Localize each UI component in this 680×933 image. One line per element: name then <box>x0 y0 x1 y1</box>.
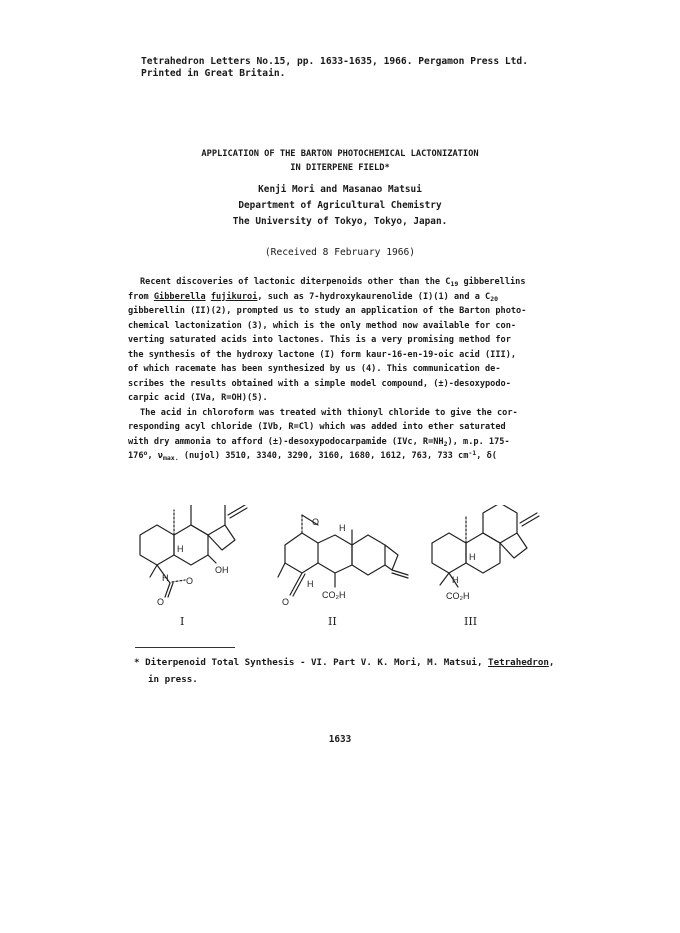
para2-line: responding acyl chloride (IVb, R=Cl) which was added into ether saturated <box>128 422 506 432</box>
hydroxyl-bond <box>208 555 216 563</box>
ring-a <box>432 533 466 573</box>
h-label: H <box>162 573 169 583</box>
compound-label-1: I <box>180 615 185 628</box>
journal-header <box>141 56 528 80</box>
compound-label-2: II <box>328 615 337 628</box>
ring-d <box>208 525 235 550</box>
subscript: 19 <box>450 280 459 288</box>
co2h-label: CO₂H <box>322 590 346 600</box>
ring-b <box>318 535 352 573</box>
text-span: gibberellins <box>458 277 526 287</box>
title-line-1: APPLICATION OF THE BARTON PHOTOCHEMICAL LACTONIZATION <box>201 149 479 159</box>
para2-line: The acid in chloroform was treated with thionyl chloride to give the cor- <box>140 407 518 418</box>
para1-line: of which racemate has been synthesized by us (4). This communication de- <box>128 364 501 374</box>
article-title <box>0 147 680 175</box>
journal-citation: Tetrahedron Letters No.15, pp. 1633-1635, 1966. Pergamon Press Ltd. <box>141 56 528 67</box>
compound-label-3: III <box>464 615 478 628</box>
para1-line: scribes the results obtained with a simple model compound, (±)-desoxypodo- <box>128 378 511 389</box>
footnote-divider <box>135 647 235 648</box>
o-label: O <box>186 576 194 586</box>
h-label: H <box>307 579 314 589</box>
ring-d <box>500 533 527 558</box>
para1-line: carpic acid (IVa, R=OH)(5). <box>128 393 268 403</box>
ring-c <box>483 505 517 543</box>
structure-3 <box>432 505 539 587</box>
methyl-bond <box>150 565 157 577</box>
title-line-2: IN DITERPENE FIELD* <box>290 163 390 173</box>
methyl-bond <box>278 563 285 577</box>
ring-a <box>140 525 174 565</box>
chemical-structures <box>110 505 560 630</box>
footnote-line-2: in press. <box>148 674 198 685</box>
oh-label: OH <box>215 565 229 575</box>
subscript: max. <box>162 454 179 462</box>
methyl-bond <box>440 573 449 585</box>
structure-1 <box>140 505 247 597</box>
ring-c <box>191 505 225 535</box>
author-university: The University of Tokyo, Tokyo, Japan. <box>232 216 448 227</box>
text-span: Recent discoveries of lactonic diterpenoids other than the C <box>140 277 451 287</box>
h-label: H <box>452 575 459 585</box>
journal-name: Tetrahedron <box>488 657 549 668</box>
para1-line: chemical lactonization (3), which is the only method now available for con- <box>128 320 517 331</box>
text-span: , δ( <box>476 451 497 461</box>
footnote <box>134 654 574 688</box>
text-span: 176 <box>128 451 144 461</box>
para1-line: verting saturated acids into lactones. This is a very promising method for <box>128 335 511 345</box>
para1-line: the synthesis of the hydroxy lactone (I) form kaur-16-en-19-oic acid (III), <box>128 349 517 360</box>
para1-line: gibberellin (II)(2), prompted us to study an application of the Barton photo- <box>128 306 527 316</box>
o-label: O <box>157 597 165 607</box>
o-label: O <box>312 517 320 527</box>
para2-line <box>128 449 558 464</box>
author-block <box>0 182 680 230</box>
superscript: o <box>143 449 148 457</box>
text-span: from <box>128 291 154 302</box>
footnote-marker: * <box>134 657 140 668</box>
footnote-line-1 <box>134 654 574 671</box>
author-department: Department of Agricultural Chemistry <box>238 200 442 211</box>
subscript: 2 <box>443 439 448 448</box>
organism-genus: Gibberella <box>153 291 206 302</box>
co2h-label: CO₂H <box>446 591 470 601</box>
h-label: H <box>469 552 476 562</box>
ring-d <box>385 545 398 570</box>
text-span: (nujol) 3510, 3340, 3290, 3160, 1680, 1612, 763, 733 cm <box>178 451 469 461</box>
h-label: H <box>177 544 184 554</box>
o-label: O <box>282 597 290 607</box>
text-span: with dry ammonia to afford (±)-desoxypodocarpamide (IVc, R=NH <box>128 436 444 447</box>
ring-a <box>285 533 318 573</box>
h-label: H <box>339 523 346 533</box>
author-names: Kenji Mori and Masanao Matsui <box>258 184 422 195</box>
subscript: 20 <box>490 294 499 303</box>
page-number: 1633 <box>328 734 352 745</box>
received-date: (Received 8 February 1966) <box>264 247 416 258</box>
text-span: , ν <box>147 451 163 461</box>
text-span: ), m.p. 175- <box>447 436 510 447</box>
organism-species: fujikuroi <box>210 291 258 302</box>
text-span: Diterpenoid Total Synthesis - VI. Part V. K. Mori, M. Matsui, <box>139 657 489 668</box>
para1-line <box>128 290 558 305</box>
body-text <box>128 275 558 464</box>
lactone-o-bond <box>172 580 185 582</box>
para1-line <box>128 275 558 290</box>
text-span: , such as 7-hydroxykaurenolide (I)(1) and a C <box>257 291 491 302</box>
text-span: , <box>548 657 555 668</box>
ring-c <box>352 535 385 575</box>
superscript: -1 <box>468 449 477 457</box>
structure-drawings <box>110 505 560 630</box>
para2-line <box>128 435 558 450</box>
printed-in: Printed in Great Britain. <box>141 68 286 79</box>
